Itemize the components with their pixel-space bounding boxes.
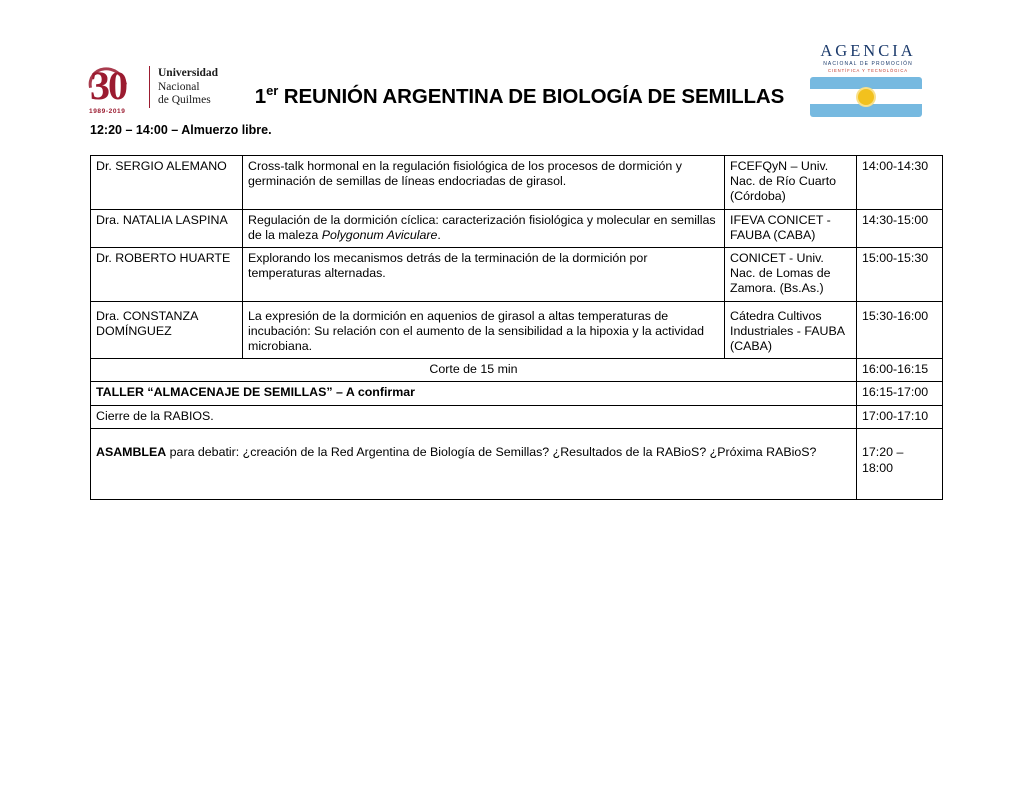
schedule-table	[90, 155, 943, 500]
table-row-closing	[91, 405, 943, 428]
document-header	[0, 30, 1024, 122]
anniversary-years: 1989-2019	[89, 108, 126, 115]
university-name-line1: Universidad	[158, 67, 219, 79]
affiliation: FCEFQyN – Univ. Nac. de Río Cuarto (Córdoba)	[725, 156, 857, 210]
talk-title-species: Polygonum Aviculare	[321, 227, 438, 242]
closing-label: Cierre de la RABIOS.	[91, 405, 857, 428]
page-title-rest: REUNIÓN ARGENTINA DE BIOLOGÍA DE SEMILLAS	[278, 84, 785, 108]
affiliation: CONICET - Univ. Nac. de Lomas de Zamora. (Bs.As.)	[725, 248, 857, 302]
assembly-label-rest: para debatir: ¿creación de la Red Argentina de Biología de Semillas? ¿Resultados de la RABioS? ¿Próxima RABioS?	[166, 445, 817, 460]
anniversary-30-icon	[88, 63, 146, 118]
talk-title: Cross-talk hormonal en la regulación fisiológica de los procesos de dormición y germinación de semillas de líneas endocriadas de girasol.	[243, 156, 725, 210]
spacer-cell-time	[857, 428, 943, 442]
affiliation: Cátedra Cultivos Industriales - FAUBA (CABA)	[725, 301, 857, 359]
time-slot: 15:00-15:30	[857, 248, 943, 302]
speaker-name: Dr. ROBERTO HUARTE	[91, 248, 243, 302]
universidad-nacional-de-quilmes-logo	[88, 63, 238, 122]
speaker-name: Dr. SERGIO ALEMANO	[91, 156, 243, 210]
speaker-name: Dra. CONSTANZA DOMÍNGUEZ	[91, 301, 243, 359]
assembly-label	[91, 442, 857, 499]
break-label: Corte de 15 min	[91, 359, 857, 382]
time-slot: 16:15-17:00	[857, 382, 943, 405]
time-slot: 14:00-14:30	[857, 156, 943, 210]
time-slot: 14:30-15:00	[857, 209, 943, 247]
argentina-flag-icon	[810, 77, 922, 117]
agencia-nacional-logo	[810, 42, 926, 114]
agencia-subtitle-1: NACIONAL DE PROMOCIÓN	[823, 61, 913, 67]
assembly-label-bold: ASAMBLEA	[96, 445, 167, 460]
table-row-assembly	[91, 442, 943, 499]
table-row	[91, 301, 943, 359]
speaker-name: Dra. NATALIA LASPINA	[91, 209, 243, 247]
page-title-ordinal-suffix: er	[266, 83, 279, 98]
table-row	[91, 156, 943, 210]
talk-title: La expresión de la dormición en aquenios de girasol a altas temperaturas de incubación: Su relación con el aumento de la sensibilidad a la hipoxia y la actividad microbiana.	[243, 301, 725, 359]
spacer-cell	[91, 428, 857, 442]
time-slot: 16:00-16:15	[857, 359, 943, 382]
lunch-break-note: 12:20 – 14:00 – Almuerzo libre.	[90, 123, 272, 137]
table-row	[91, 248, 943, 302]
table-row-break	[91, 359, 943, 382]
table-row-spacer	[91, 428, 943, 442]
time-slot: 15:30-16:00	[857, 301, 943, 359]
page-title-number: 1	[254, 84, 267, 108]
talk-title-part1: Regulación de la dormición cíclica: caracterización fisiológica y molecular en semillas de la maleza	[248, 212, 716, 242]
agencia-name: AGENCIA	[820, 41, 916, 60]
university-name-line2: Nacional	[158, 80, 200, 93]
sun-icon	[858, 89, 874, 105]
affiliation: IFEVA CONICET - FAUBA (CABA)	[725, 209, 857, 247]
university-name-line3: de Quilmes	[158, 94, 211, 106]
talk-title	[243, 209, 725, 247]
workshop-label-rest: – A confirmar	[332, 385, 415, 400]
anniversary-number: 30	[90, 63, 126, 108]
page-title	[232, 83, 807, 109]
talk-title: Explorando los mecanismos detrás de la terminación de la dormición por temperaturas alternadas.	[243, 248, 725, 302]
time-slot: 17:20 – 18:00	[857, 442, 943, 499]
table-row-workshop	[91, 382, 943, 405]
talk-title-part2: .	[437, 227, 441, 242]
university-name-text	[149, 66, 218, 108]
table-row	[91, 209, 943, 247]
agencia-subtitle-2: CIENTÍFICA Y TECNOLÓGICA	[827, 68, 908, 73]
workshop-label	[91, 382, 857, 405]
workshop-label-bold: TALLER “ALMACENAJE DE SEMILLAS”	[96, 385, 333, 400]
time-slot: 17:00-17:10	[857, 405, 943, 428]
